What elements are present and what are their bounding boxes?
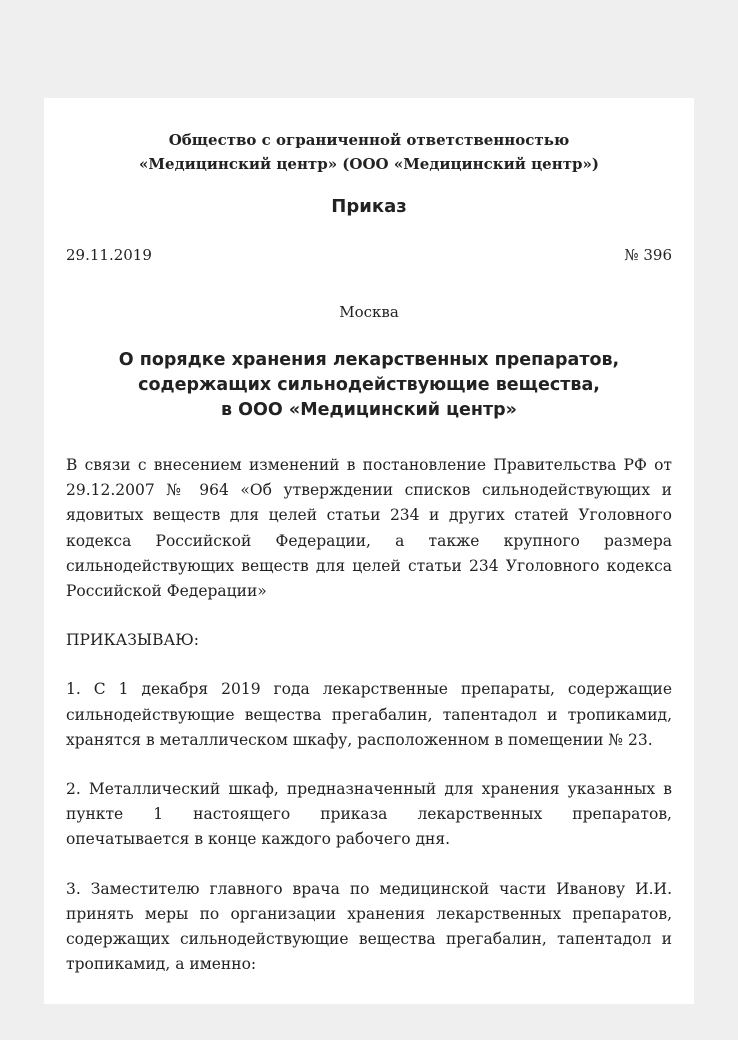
document-title	[66, 348, 672, 423]
order-word: ПРИКАЗЫВАЮ:	[66, 631, 199, 650]
document-title-line3: в ООО «Медицинский центр»	[221, 400, 517, 420]
organization-name	[66, 128, 672, 176]
document-city: Москва	[339, 303, 399, 321]
date-number-row	[66, 244, 672, 266]
order-item-1: 1. С 1 декабря 2019 года лекарственные препараты, содержащие сильнодействующие вещества прегабалин, тапентадол и тропикамид, хранятся в металлическом шкафу, расположенном в помещении № 23.	[66, 680, 672, 749]
document-content	[66, 128, 672, 977]
organization-name-line2: «Медицинский центр» (ООО «Медицинский центр»)	[139, 155, 599, 173]
document-number: № 396	[624, 246, 672, 264]
document-date: 29.11.2019	[66, 246, 152, 264]
document-page	[44, 98, 694, 1004]
document-title-line1: О порядке хранения лекарственных препаратов,	[118, 350, 620, 370]
order-item-2: 2. Металлический шкаф, предназначенный для хранения указанных в пункте 1 настоящего приказа лекарственных препаратов, опечатывается в конце каждого рабочего дня.	[66, 780, 672, 849]
preamble-paragraph: В связи с внесением изменений в постановление Правительства РФ от 29.12.2007 № 964 «Об утверждении списков сильнодействующих и ядовитых веществ для целей статьи 234 и других статей Уголовного кодекса Российской Федерации, а также крупного размера сильнодействующих веществ для целей статьи 234 Уголовного кодекса Российской Федерации»	[66, 456, 672, 601]
document-type-heading: Приказ	[331, 196, 407, 217]
document-title-line2: содержащих сильнодействующие вещества,	[138, 375, 600, 395]
order-item-3: 3. Заместителю главного врача по медицинской части Иванову И.И. принять меры по организации хранения лекарственных препаратов, содержащих сильнодействующие вещества прегабалин, тапентадол и тропикамид, а именно:	[66, 879, 672, 974]
organization-name-line1: Общество с ограниченной ответственностью	[168, 131, 570, 149]
